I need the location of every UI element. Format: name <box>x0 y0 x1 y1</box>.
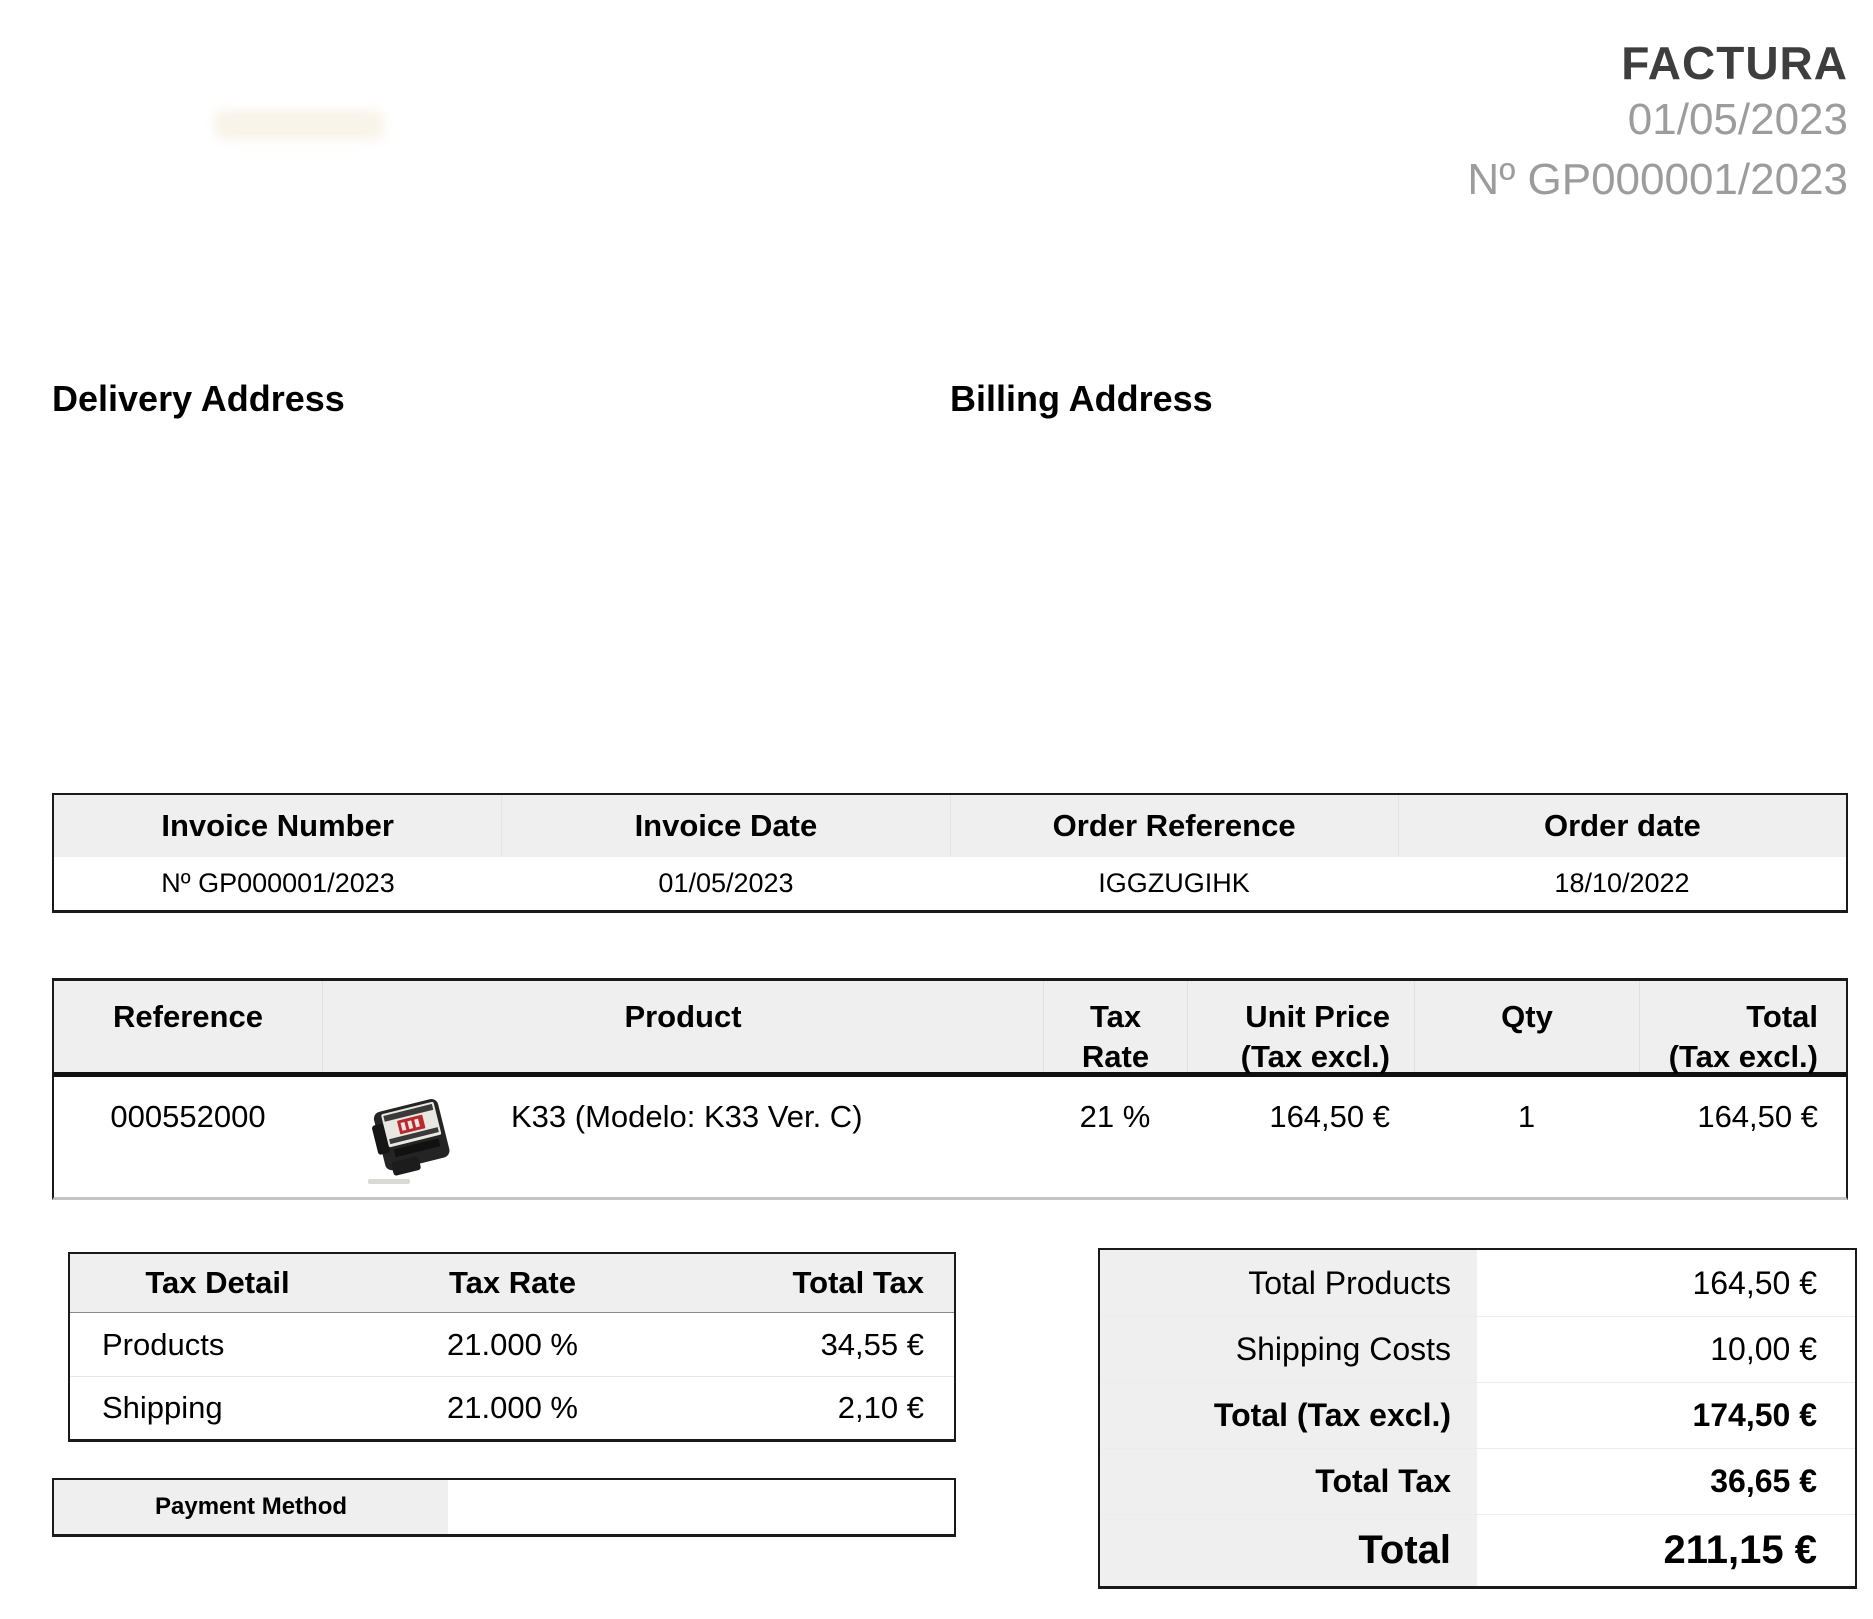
removed-logo-smudge <box>214 110 384 140</box>
products-header-tax-rate-line2: Rate <box>1081 1039 1150 1074</box>
grand-total-value: 211,15 € <box>1477 1515 1855 1586</box>
products-header-total <box>1639 981 1846 1072</box>
document-date: 01/05/2023 <box>1627 95 1848 144</box>
products-header-tax-rate-line1: Tax <box>1089 999 1142 1034</box>
delivery-address-heading: Delivery Address <box>52 378 345 419</box>
invoice-info-header: Invoice Date <box>501 795 949 857</box>
totals-row-grand-total <box>1100 1514 1855 1586</box>
tax-row-label: Shipping <box>102 1390 223 1425</box>
product-total: 164,50 € <box>1697 1099 1818 1134</box>
products-header-tax-rate <box>1043 981 1187 1072</box>
products-header-total-line1: Total <box>1746 999 1818 1034</box>
tax-row-rate: 21.000 % <box>447 1326 578 1362</box>
tax-row-total: 2,10 € <box>837 1390 924 1425</box>
product-qty: 1 <box>1517 1099 1536 1134</box>
products-header-product: Product <box>322 981 1043 1072</box>
totals-value: 36,65 € <box>1477 1449 1855 1514</box>
products-header-qty: Qty <box>1414 981 1639 1072</box>
products-table <box>52 978 1848 1200</box>
invoice-info-header: Invoice Number <box>161 808 394 843</box>
totals-value: 10,00 € <box>1477 1317 1855 1382</box>
billing-address-heading: Billing Address <box>950 378 1213 419</box>
totals-table <box>1098 1248 1857 1589</box>
document-title: FACTURA <box>1621 37 1848 89</box>
product-row <box>54 1077 1846 1197</box>
tax-detail-header-row <box>70 1254 954 1313</box>
tax-row-total: 34,55 € <box>820 1326 924 1362</box>
totals-label: Total Tax <box>1100 1449 1477 1514</box>
total-tax-header: Total Tax <box>792 1265 924 1300</box>
products-header-unit-price <box>1187 981 1414 1072</box>
invoice-info-table <box>52 793 1848 913</box>
tax-rate-header: Tax Rate <box>449 1265 576 1300</box>
product-cell <box>322 1077 1043 1197</box>
totals-row-shipping-costs <box>1100 1316 1855 1382</box>
totals-row-total-tax <box>1100 1448 1855 1514</box>
products-header-row <box>54 981 1846 1077</box>
invoice-number: Nº GP000001/2023 <box>1467 155 1848 204</box>
product-unit-price: 164,50 € <box>1269 1099 1390 1134</box>
payment-method-value <box>448 1480 954 1534</box>
invoice-info-value: 18/10/2022 <box>1554 868 1690 898</box>
invoice-info-value: IGGZUGIHK <box>1098 868 1250 898</box>
products-header-unit-price-line2: (Tax excl.) <box>1240 1039 1390 1074</box>
tax-row-shipping <box>70 1376 954 1439</box>
document-header <box>1467 36 1848 210</box>
tax-row-products <box>70 1313 954 1376</box>
totals-label: Total Products <box>1100 1250 1477 1316</box>
totals-row-total-products <box>1100 1250 1855 1316</box>
tax-row-rate: 21.000 % <box>447 1390 578 1425</box>
product-name: K33 (Modelo: K33 Ver. C) <box>511 1099 863 1134</box>
totals-value: 164,50 € <box>1477 1250 1855 1316</box>
products-header-reference: Reference <box>113 999 263 1034</box>
tax-detail-table <box>68 1252 956 1442</box>
totals-label: Shipping Costs <box>1100 1317 1477 1382</box>
invoice-info-header: Order Reference <box>950 795 1398 857</box>
invoice-info-header: Order date <box>1398 795 1846 857</box>
totals-row-total-tax-excl <box>1100 1382 1855 1448</box>
grand-total-label: Total <box>1100 1515 1477 1586</box>
products-header-unit-price-line1: Unit Price <box>1245 999 1390 1034</box>
payment-method-table <box>52 1478 956 1537</box>
invoice-info-value: 01/05/2023 <box>658 868 794 898</box>
product-photo-k33-meter <box>364 1087 456 1185</box>
tax-detail-header: Tax Detail <box>145 1265 290 1300</box>
payment-method-label: Payment Method <box>54 1480 448 1534</box>
invoice-info-header-row <box>54 795 1846 857</box>
totals-label: Total (Tax excl.) <box>1100 1383 1477 1448</box>
totals-value: 174,50 € <box>1477 1383 1855 1448</box>
products-header-total-line2: (Tax excl.) <box>1668 1039 1818 1074</box>
tax-row-label: Products <box>102 1326 225 1362</box>
invoice-info-value: Nº GP000001/2023 <box>161 868 395 898</box>
product-reference: 000552000 <box>110 1099 266 1134</box>
invoice-info-value-row <box>54 857 1846 910</box>
product-tax-rate: 21 % <box>1079 1099 1151 1134</box>
